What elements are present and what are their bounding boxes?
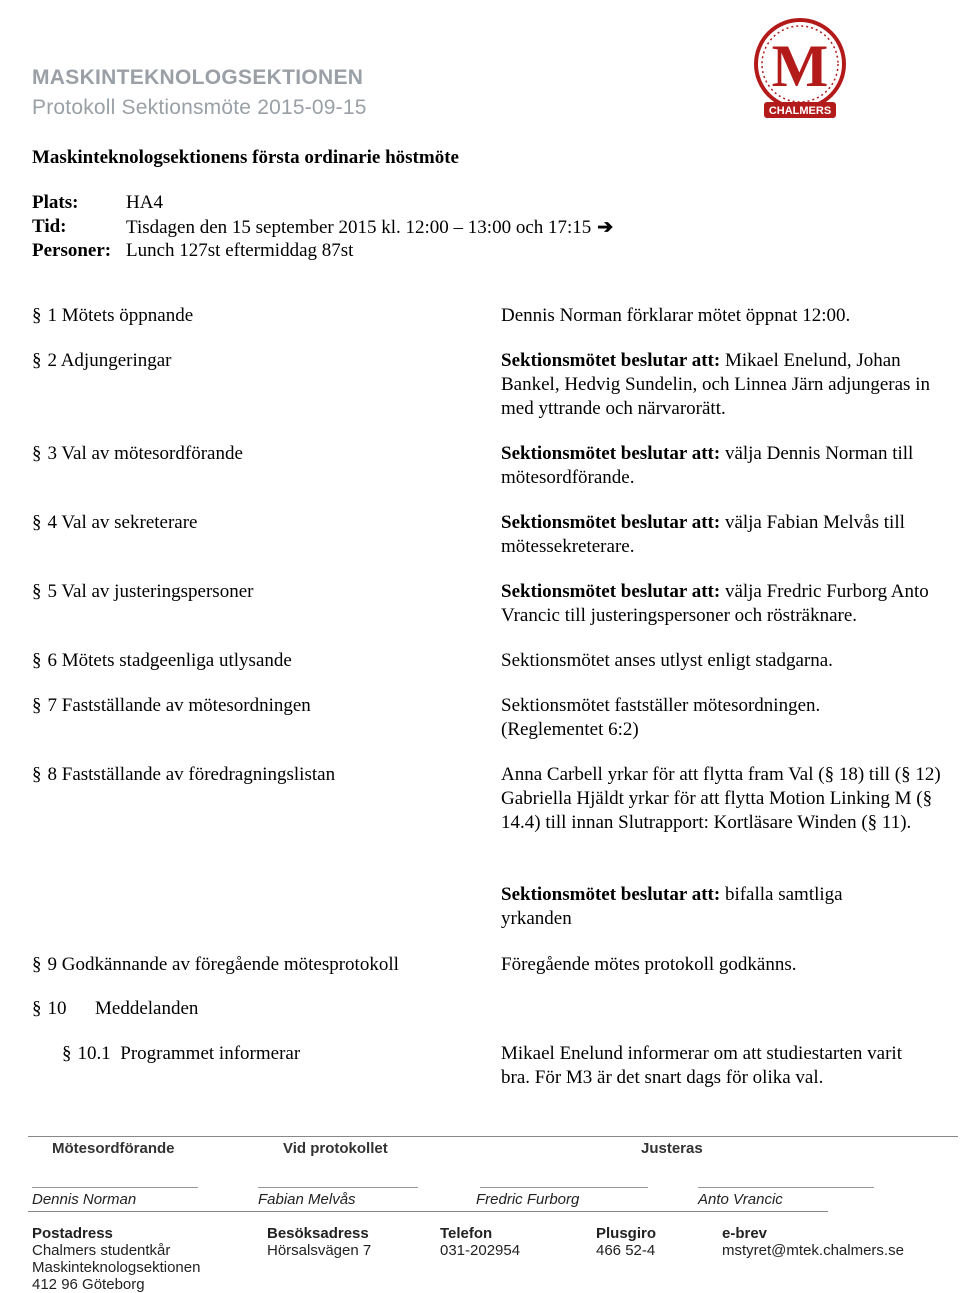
signature-line bbox=[32, 1187, 198, 1188]
item-title: § 2 Adjungeringar bbox=[32, 350, 172, 371]
section-icon: § bbox=[32, 764, 42, 785]
footer-divider bbox=[28, 1211, 828, 1212]
arrow-right-icon: ➔ bbox=[597, 217, 614, 238]
item-title: § 10 Meddelanden bbox=[32, 998, 199, 1019]
item-body: Anna Carbell yrkar för att flytta fram Val (§ 18) till (§ 12) Gabriella Hjäldt yrkar för att flytta Motion Linking M (§ 14.4) till innan Slutrapport: Kortläsare Winden (§ 11). bbox=[501, 764, 941, 833]
item-title: § 3 Val av mötesordförande bbox=[32, 443, 243, 464]
logo-text: CHALMERS bbox=[768, 105, 832, 117]
section-icon: § bbox=[32, 350, 42, 371]
item-body: Sektionsmötet fastställer mötesordningen. (Reglementet 6:2) bbox=[501, 695, 821, 740]
email: e-brev mstyret@mtek.chalmers.se bbox=[722, 1225, 904, 1259]
time-label: Tid: bbox=[32, 216, 67, 237]
people-label: Personer: bbox=[32, 240, 112, 261]
signature-line bbox=[698, 1187, 874, 1188]
visiting-address: Besöksadress Hörsalsvägen 7 bbox=[267, 1225, 372, 1259]
item-body: Sektionsmötet beslutar att: välja Fredric Furborg Anto Vrancic till justeringspersoner och rösträknare. bbox=[501, 581, 929, 626]
chalmers-m-logo bbox=[752, 6, 848, 126]
protocol-subtitle: Protokoll Sektionsmöte 2015-09-15 bbox=[32, 96, 367, 119]
signer-name: Dennis Norman bbox=[32, 1191, 137, 1208]
section-icon: § bbox=[32, 305, 42, 326]
footer-heading: Mötesordförande bbox=[52, 1140, 175, 1157]
item-title: § 1 Mötets öppnande bbox=[32, 305, 194, 326]
item-body: Föregående mötes protokoll godkänns. bbox=[501, 954, 797, 975]
time-value-row bbox=[126, 216, 613, 239]
footer-divider bbox=[28, 1136, 958, 1137]
item-title: § 4 Val av sekreterare bbox=[32, 512, 198, 533]
section-icon: § bbox=[32, 954, 42, 975]
item-body: Sektionsmötet beslutar att: välja Dennis Norman till mötesordförande. bbox=[501, 443, 914, 488]
phone: Telefon 031-202954 bbox=[440, 1225, 521, 1259]
postal-address: Postadress Chalmers studentkår Maskinteknologsektionen 412 96 Göteborg bbox=[32, 1225, 201, 1293]
signer-name: Fabian Melvås bbox=[258, 1191, 356, 1208]
section-icon: § bbox=[32, 695, 42, 716]
section-icon: § bbox=[32, 581, 42, 602]
people-value: Lunch 127st eftermiddag 87st bbox=[126, 240, 354, 261]
signature-line bbox=[258, 1187, 418, 1188]
item-body: Mikael Enelund informerar om att studiestarten varit bra. För M3 är det snart dags för olika val. bbox=[501, 1043, 902, 1088]
item-body: Sektionsmötet beslutar att: Mikael Enelund, Johan Bankel, Hedvig Sundelin, och Linnea Järn adjungeras in med yttrande och närvarorätt. bbox=[501, 350, 930, 419]
section-icon: § bbox=[32, 512, 42, 533]
item-body: Sektionsmötet anses utlyst enligt stadgarna. bbox=[501, 650, 833, 671]
item-body: Sektionsmötet beslutar att: välja Fabian Melvås till mötessekreterare. bbox=[501, 512, 905, 557]
section-icon: § bbox=[32, 443, 42, 464]
footer-heading: Vid protokollet bbox=[283, 1140, 388, 1157]
logo-letter: M bbox=[771, 33, 829, 99]
place-value: HA4 bbox=[126, 192, 163, 213]
item-body: Sektionsmötet beslutar att: bifalla samtliga yrkanden bbox=[501, 884, 843, 929]
plusgiro: Plusgiro 466 52-4 bbox=[596, 1225, 657, 1259]
section-icon: § bbox=[32, 998, 42, 1019]
item-title: § 10.1 Programmet informerar bbox=[62, 1043, 301, 1064]
item-title: § 5 Val av justeringspersoner bbox=[32, 581, 254, 602]
item-title: § 8 Fastställande av föredragningslistan bbox=[32, 764, 336, 785]
signature-line bbox=[480, 1187, 648, 1188]
organization-name: MASKINTEKNOLOGSEKTIONEN bbox=[32, 66, 364, 89]
signer-name: Fredric Furborg bbox=[476, 1191, 580, 1208]
signer-name: Anto Vrancic bbox=[698, 1191, 783, 1208]
item-title: § 7 Fastställande av mötesordningen bbox=[32, 695, 311, 716]
item-title: § 6 Mötets stadgeenliga utlysande bbox=[32, 650, 292, 671]
meeting-title: Maskinteknologsektionens första ordinarie höstmöte bbox=[32, 147, 459, 168]
place-label: Plats: bbox=[32, 192, 79, 213]
section-icon: § bbox=[62, 1043, 72, 1064]
time-value: Tisdagen den 15 september 2015 kl. 12:00 – 13:00 och 17:15 bbox=[126, 217, 592, 238]
item-title: § 9 Godkännande av föregående mötesprotokoll bbox=[32, 954, 399, 975]
section-icon: § bbox=[32, 650, 42, 671]
footer-heading: Justeras bbox=[641, 1140, 703, 1157]
item-body: Dennis Norman förklarar mötet öppnat 12:00. bbox=[501, 305, 851, 326]
